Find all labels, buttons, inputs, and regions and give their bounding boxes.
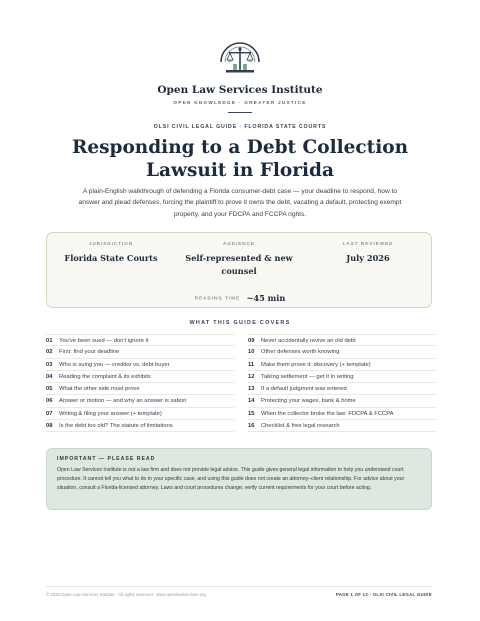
toc-item[interactable]: [46, 383, 234, 395]
jurisdiction-value: Florida State Courts: [64, 253, 158, 263]
toc-number: 16: [248, 423, 255, 430]
covers-heading: WHAT THIS GUIDE COVERS: [189, 320, 291, 326]
jurisdiction-block: [47, 241, 175, 265]
toc-text: Is the debt too old? The statute of limitations: [59, 423, 173, 430]
toc-number: 15: [248, 410, 255, 417]
notice-body: Open Law Services Institute is not a law firm and does not provide legal advice. This guide gives general legal information to help you understand court procedure. It cannot tell you what to do in your specific case, and using this guide does not create an attorney–client relationship. For advice about your situation, consult a Florida-licensed attorney. Laws and court procedures change; verify current requirements for your court before acting.: [57, 467, 405, 491]
toc-item[interactable]: [46, 408, 234, 420]
toc-number: 09: [248, 338, 255, 344]
jurisdiction-label: JURISDICTION: [88, 241, 134, 246]
audience-label: AUDIENCE: [223, 241, 255, 246]
toc-column-left: [46, 334, 234, 432]
toc-number: 04: [46, 373, 53, 380]
toc-text: Reading the complaint & its exhibits: [59, 373, 151, 380]
reading-time-value: ~45 min: [246, 292, 286, 303]
toc-item[interactable]: [46, 420, 234, 432]
toc-number: 10: [248, 349, 255, 356]
toc-number: 06: [46, 398, 53, 405]
toc-item[interactable]: [248, 359, 436, 371]
toc-item[interactable]: [46, 359, 234, 371]
toc-number: 05: [46, 386, 53, 393]
toc-text: When the collector broke the law: FDCPA & FCCPA: [261, 410, 394, 417]
toc-item[interactable]: [248, 383, 436, 395]
toc-number: 12: [248, 373, 255, 380]
org-tagline: OPEN KNOWLEDGE · GREATER JUSTICE: [173, 100, 307, 105]
toc-item[interactable]: [46, 371, 234, 383]
title-line-1: Responding to a Debt Collection: [71, 137, 409, 158]
toc-text: Writing & filing your answer (+ template): [59, 410, 162, 417]
toc-column-right: [248, 334, 436, 432]
notice-title: IMPORTANT — PLEASE READ: [57, 456, 156, 462]
toc-text: First: find your deadline: [59, 349, 120, 356]
title-line-2: Lawsuit in Florida: [146, 160, 334, 181]
toc-text: Talking settlement — get it in writing: [261, 373, 354, 380]
toc-item[interactable]: [248, 346, 436, 358]
toc-text: Other defenses worth knowing: [261, 349, 340, 356]
scales-of-justice-logo-icon: [216, 40, 264, 80]
toc-item[interactable]: [248, 420, 436, 432]
reading-time-label: READING TIME: [194, 295, 241, 301]
toc-text: Make them prove it: discovery (+ template): [261, 361, 371, 368]
important-notice: [46, 448, 432, 510]
last-reviewed-value: July 2026: [346, 253, 390, 263]
toc-item[interactable]: [248, 371, 436, 383]
org-name: Open Law Services Institute: [157, 84, 323, 96]
last-reviewed-label: LAST REVIEWED: [342, 241, 394, 246]
toc-text: What the other side must prove: [59, 386, 140, 393]
toc-item[interactable]: [46, 334, 234, 346]
page-title: [40, 136, 440, 182]
footer-page-number: PAGE 1 OF 12 · OLSI CIVIL LEGAL GUIDE: [335, 592, 432, 597]
toc-number: 11: [248, 361, 255, 368]
toc-item[interactable]: [248, 395, 436, 407]
toc-number: 08: [46, 423, 53, 430]
toc-text: Protecting your wages, bank & home: [261, 398, 356, 405]
toc-text: You've been sued — don't ignore it: [59, 338, 149, 344]
audience-block: [175, 241, 303, 277]
toc-item[interactable]: [46, 346, 234, 358]
toc-number: 07: [46, 410, 53, 417]
toc-text: Who is suing you — creditor vs. debt buyer: [59, 361, 170, 368]
toc-item[interactable]: [248, 334, 436, 346]
audience-value: Self-represented & new counsel: [185, 253, 293, 276]
toc-text: Checklist & free legal research: [261, 423, 340, 430]
footer-divider: [46, 586, 432, 587]
footer-copyright: © 2026 Open Law Services Institute · All rights reserved · www.openlawservices.org: [46, 592, 206, 597]
toc-text: If a default judgment was entered: [261, 386, 347, 393]
toc-number: 13: [248, 386, 255, 393]
last-reviewed-block: [304, 241, 432, 265]
toc-text: Never accidentally revive an old debt: [261, 338, 356, 344]
reading-time: [47, 289, 433, 307]
toc-number: 01: [46, 338, 53, 344]
toc-number: 02: [46, 349, 53, 356]
toc-number: 14: [248, 398, 255, 405]
toc-number: 03: [46, 361, 53, 368]
toc-text: Answer or motion — and why an answer is safest: [59, 398, 186, 405]
intro-paragraph: A plain-English walkthrough of defending a Florida consumer-debt case — your deadline to respond, how to answer and plead defenses, forcing the plaintiff to prove it owns the debt, vacating a default, protecting exempt property, and your FDCPA and FCCPA rights.: [78, 188, 402, 218]
guide-label: OLSI CIVIL LEGAL GUIDE · FLORIDA STATE COURTS: [153, 124, 327, 130]
toc-item[interactable]: [248, 408, 436, 420]
meta-info-box: [46, 232, 432, 308]
title-divider: [228, 112, 252, 113]
toc-item[interactable]: [46, 395, 234, 407]
